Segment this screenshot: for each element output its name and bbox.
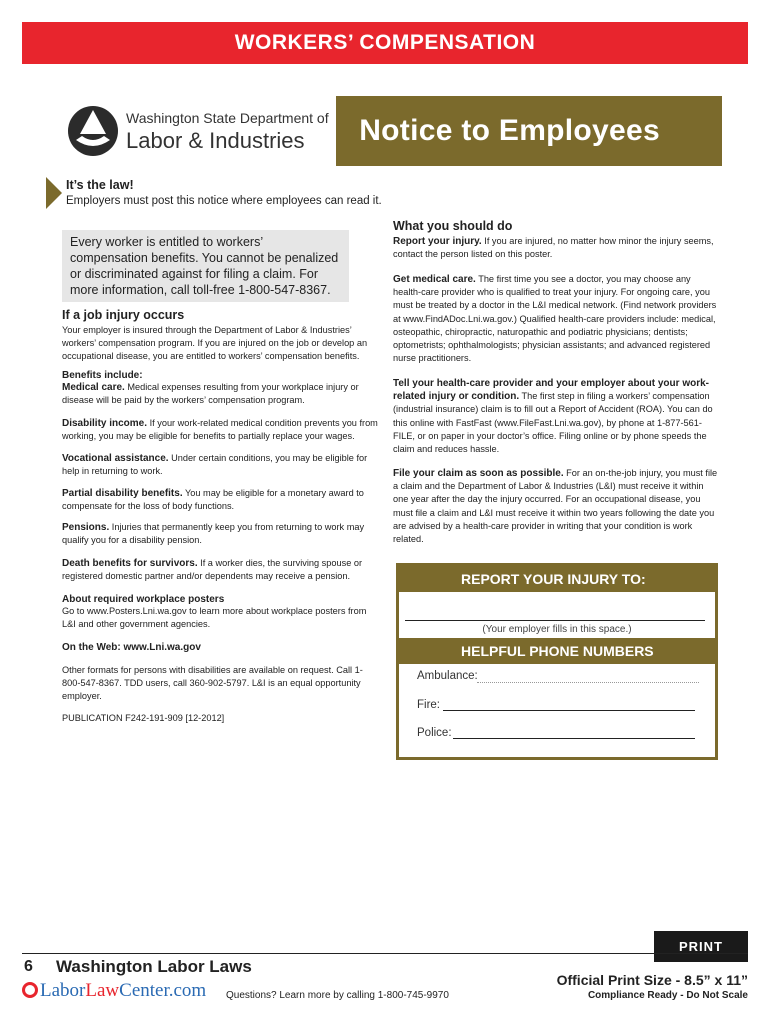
callout-box: Every worker is entitled to workers’ compensation benefits. You cannot be penalized or discriminated against for filing a claim. For more information, call toll-free 1-800-547-8367. [62,230,349,302]
footer-divider [22,953,748,954]
step-text: For an on-the-job injury, you must file a claim and the Department of Labor & Industries (L&I) must receive it within one year after the day the injury occurred. For an occupational disease, you must file a claim and L&I must receive it within two years following the date you are advised by a health-care provider in writing that your condition is work related. [393,468,718,545]
brand-part: Law [85,980,120,1001]
brand-part: Center.com [119,980,207,1001]
posters-text: Go to www.Posters.Lni.wa.gov to learn more about workplace posters from L&I and other government agencies. [62,606,367,630]
benefit-pensions [62,521,380,547]
benefit-text: Under certain conditions, you may be eligible for help in returning to work. [62,453,368,477]
law-text: Employers must post this notice where employees can read it. [66,195,382,207]
step-label: Tell your health-care provider and your employer about your work-related injury or condition. [393,378,709,403]
step-text: The first step in filing a workers’ compensation (industrial insurance) claim is to fill out a Report of Accident (ROA). You can do this online with FastFast (www.FileFast.Lni.wa.gov), by phone at 1-877-561-FILE, or on paper in your doctor’s office. Filing online or by phone speeds the claim and reduces hassle. [393,391,713,455]
dept-name-line2: Labor & Industries [126,128,305,153]
benefit-label: Vocational assistance. [62,453,169,464]
police-label: Police: [417,727,452,739]
section-title: Washington Labor Laws [56,957,252,976]
brand-part: Labor [40,980,86,1001]
page-number: 6 [24,958,33,975]
benefit-text: If a worker dies, the surviving spouse or registered domestic partner and/or dependents may receive a pension. [62,558,363,582]
step-label: Report your injury. [393,236,482,247]
benefit-text: Injuries that permanently keep you from returning to work may qualify you for a disability pension. [62,522,365,546]
benefit-label: Disability income. [62,418,148,429]
benefit-death [62,557,380,583]
step-label: File your claim as soon as possible. [393,468,564,479]
lni-logo-icon [66,104,120,158]
fire-label: Fire: [417,699,440,711]
step-text: If you are injured, no matter how minor the injury seems, contact the person listed on this poster. [393,236,714,260]
injury-text: Your employer is insured through the Department of Labor & Industries’ workers’ compensation program. If you are injured on the job or develop an occupational disease, you are entitled to workers’ compensation benefits. [62,325,368,362]
law-heading: It’s the law! [66,178,134,192]
benefit-label: Partial disability benefits. [62,488,183,499]
questions-text: Questions? Learn more by calling 1-800-745-9970 [226,990,449,1001]
dept-name-line1: Washington State Department of [126,110,329,126]
posters-heading: About required workplace posters [62,594,225,605]
compliance-note: Compliance Ready - Do Not Scale [587,990,748,1001]
injury-heading: If a job injury occurs [62,308,185,322]
fire-field[interactable] [443,710,695,711]
step-medical [393,273,718,365]
print-size-note: Official Print Size - 8.5” x 11” [556,972,748,988]
publication-id: PUBLICATION F242-191-909 [12-2012] [62,713,225,723]
police-field[interactable] [453,738,695,739]
fill-note: (Your employer fills in this space.) [482,624,632,635]
ambulance-field[interactable] [477,682,699,683]
benefits-heading: Benefits include: [62,370,143,381]
step-text: The first time you see a doctor, you may choose any health-care provider who is qualified to treat your injury. For ongoing care, you must be treated by a doctor in the L&I medical network. (Find network providers at www.FindADoc.Lni.wa.gov.) Qualified health-care providers include: medical, osteopathic, chiropractic, naturopathic and podiatric physicians; dentists; optometrists; ophthalmologists; physician assistants; and advanced registered nurse practitioners. [393,274,717,364]
web-link[interactable]: On the Web: www.Lni.wa.gov [62,642,201,653]
step-label: Get medical care. [393,274,476,285]
benefit-vocational [62,452,380,478]
report-title: REPORT YOUR INJURY TO: [399,566,715,592]
ambulance-label: Ambulance: [417,670,478,682]
step-tell [393,377,718,456]
employer-fill-line[interactable] [405,620,705,621]
poster-header [46,96,722,166]
benefit-partial [62,487,380,513]
poster-title: Notice to Employees [359,114,660,147]
brand-dot-icon [22,982,38,998]
arrow-icon [46,177,62,209]
print-button[interactable]: PRINT [654,931,748,962]
report-box [396,563,718,760]
formats-text: Other formats for persons with disabilities are available on request. Call 1-800-547-8367. TDD users, call 360-902-5797. L&I is an equal opportunity employer. [62,665,363,702]
what-to-do-heading: What you should do [393,219,513,233]
benefit-text: If your work-related medical condition prevents you from working, you may be eligible for benefits to partially replace your wages. [62,418,378,442]
benefit-label: Medical care. [62,382,125,393]
step-file [393,467,718,546]
benefit-label: Death benefits for survivors. [62,558,198,569]
agency-logo [46,96,336,166]
benefit-medical [62,381,380,407]
benefit-text: Medical expenses resulting from your workplace injury or disease will be paid by the workers’ compensation program. [62,382,359,406]
benefit-text: You may be eligible for a monetary award to compensate for the loss of body functions. [62,488,364,512]
brand-logo [22,980,206,1002]
page-banner: WORKERS’ COMPENSATION [22,22,748,64]
phones-title: HELPFUL PHONE NUMBERS [399,638,715,664]
benefit-disability [62,417,380,443]
step-report [393,235,718,261]
benefit-label: Pensions. [62,522,110,533]
